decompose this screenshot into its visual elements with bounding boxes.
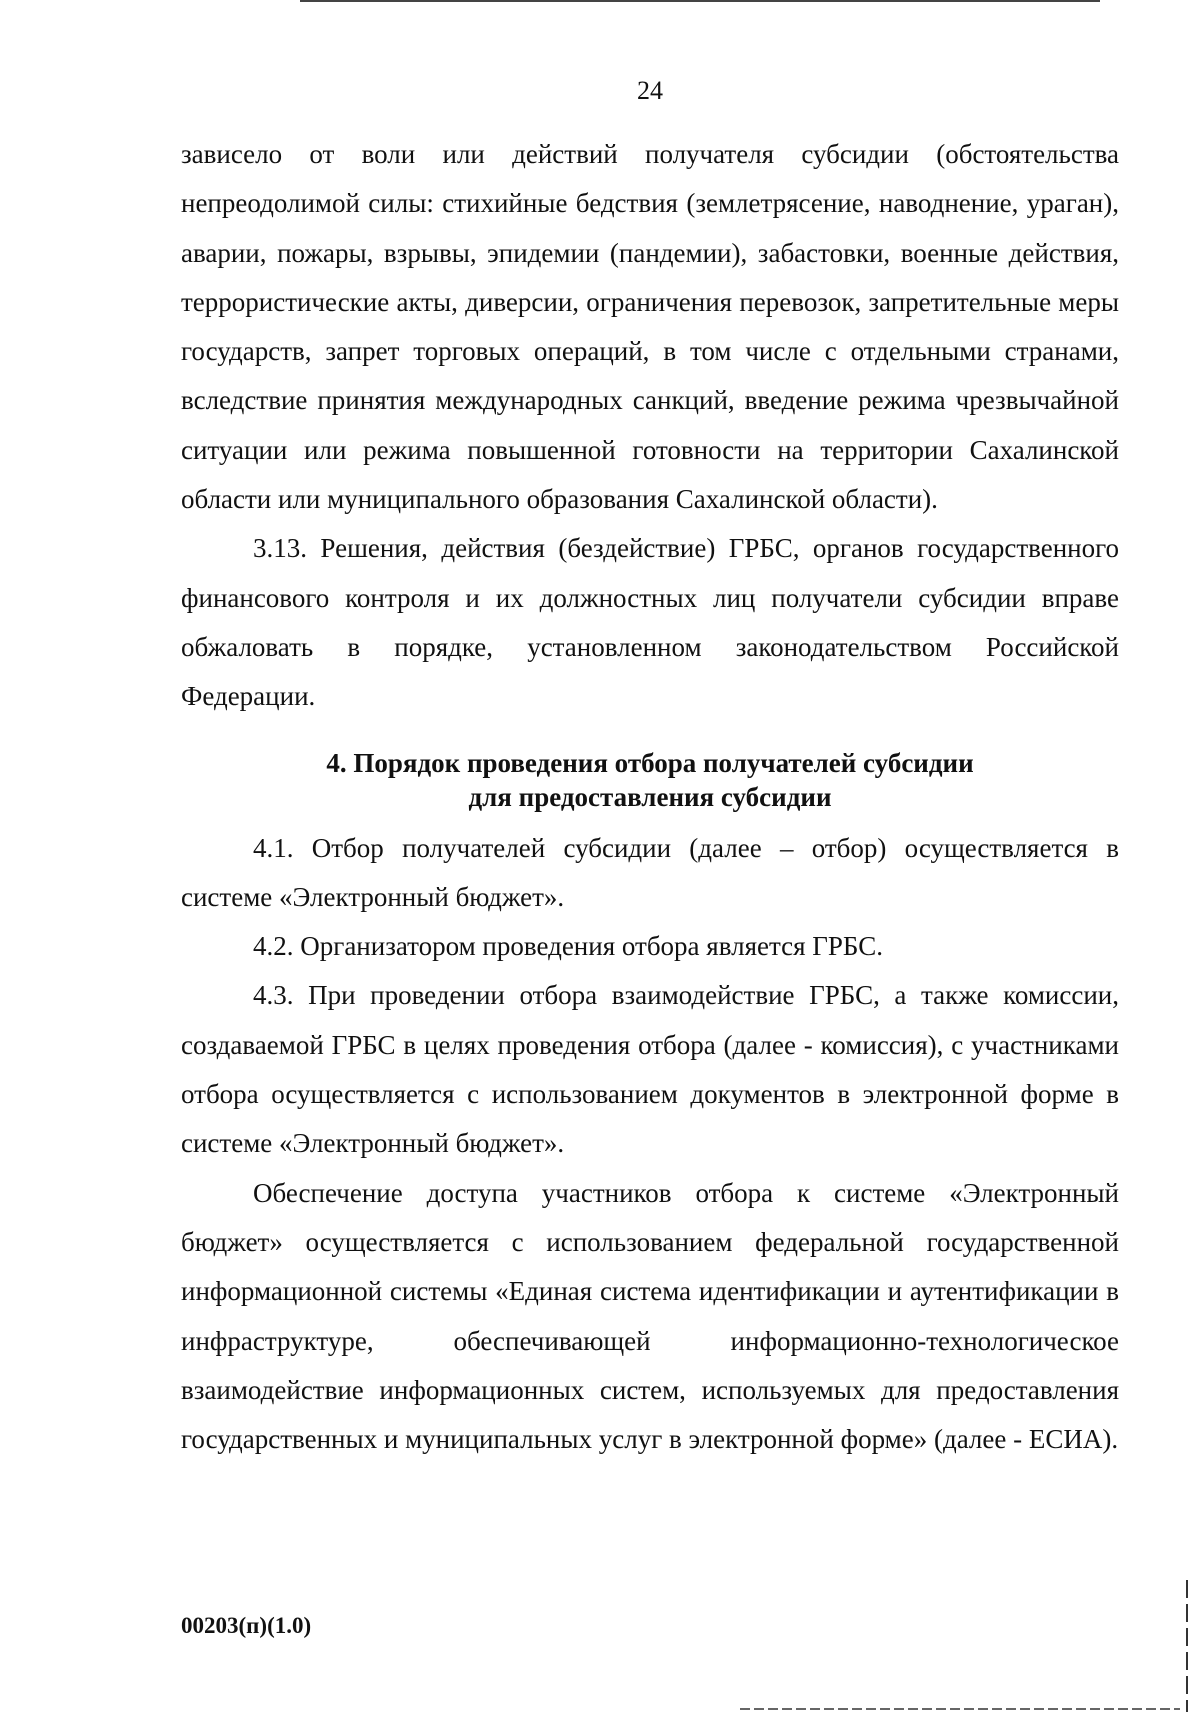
scan-edge-right xyxy=(1186,1580,1188,1712)
document-body xyxy=(181,130,1119,1464)
paragraph-esia-access: Обеспечение доступа участников отбора к системе «Электронный бюджет» осуществляется с использованием федеральной государственной информационной системы «Единая система идентификации и аутентификации в инфраструктуре, обеспечивающей информационно-технологическое взаимодействие информационных систем, используемых для предоставления государственных и муниципальных услуг в электронной форме» (далее - ЕСИА). xyxy=(181,1177,1119,1455)
section-heading-line1: 4. Порядок проведения отбора получателей субсидии xyxy=(326,747,974,778)
paragraph-force-majeure: зависело от воли или действий получателя субсидии (обстоятельства непреодолимой силы: стихийные бедствия (землетрясение, наводнение, ураган), аварии, пожары, взрывы, эпидемии (пандемии), забастовки, военные действия, террористические акты, диверсии, ограничения перевозок, запретительные меры государств, запрет торговых операций, в том числе с отдельными странами, вследствие принятия международных санкций, введение режима чрезвычайной ситуации или режима повышенной готовности на территории Сахалинской области или муниципального образования Сахалинской области). xyxy=(181,139,1119,515)
page-number: 24 xyxy=(637,76,663,105)
document-code: 00203(п)(1.0) xyxy=(181,1613,312,1638)
section-heading xyxy=(181,746,1119,814)
scan-edge-top xyxy=(300,0,1100,2)
scan-edge-bottom xyxy=(740,1708,1180,1710)
paragraph-4-1: 4.1. Отбор получателей субсидии (далее – отбор) осуществляется в системе «Электронный бюджет». xyxy=(181,832,1119,912)
paragraph-4-2: 4.2. Организатором проведения отбора является ГРБС. xyxy=(253,931,883,962)
section-heading-line2: для предоставления субсидии xyxy=(468,781,832,812)
paragraph-3-13: 3.13. Решения, действия (бездействие) ГРБС, органов государственного финансового контроля и их должностных лиц получатели субсидии вправе обжаловать в порядке, установленном законодательством Российской Федерации. xyxy=(181,533,1119,712)
paragraph-4-3: 4.3. При проведении отбора взаимодействие ГРБС, а также комиссии, создаваемой ГРБС в целях проведения отбора (далее - комиссия), с участниками отбора осуществляется с использованием документов в электронной форме в системе «Электронный бюджет». xyxy=(181,980,1119,1159)
